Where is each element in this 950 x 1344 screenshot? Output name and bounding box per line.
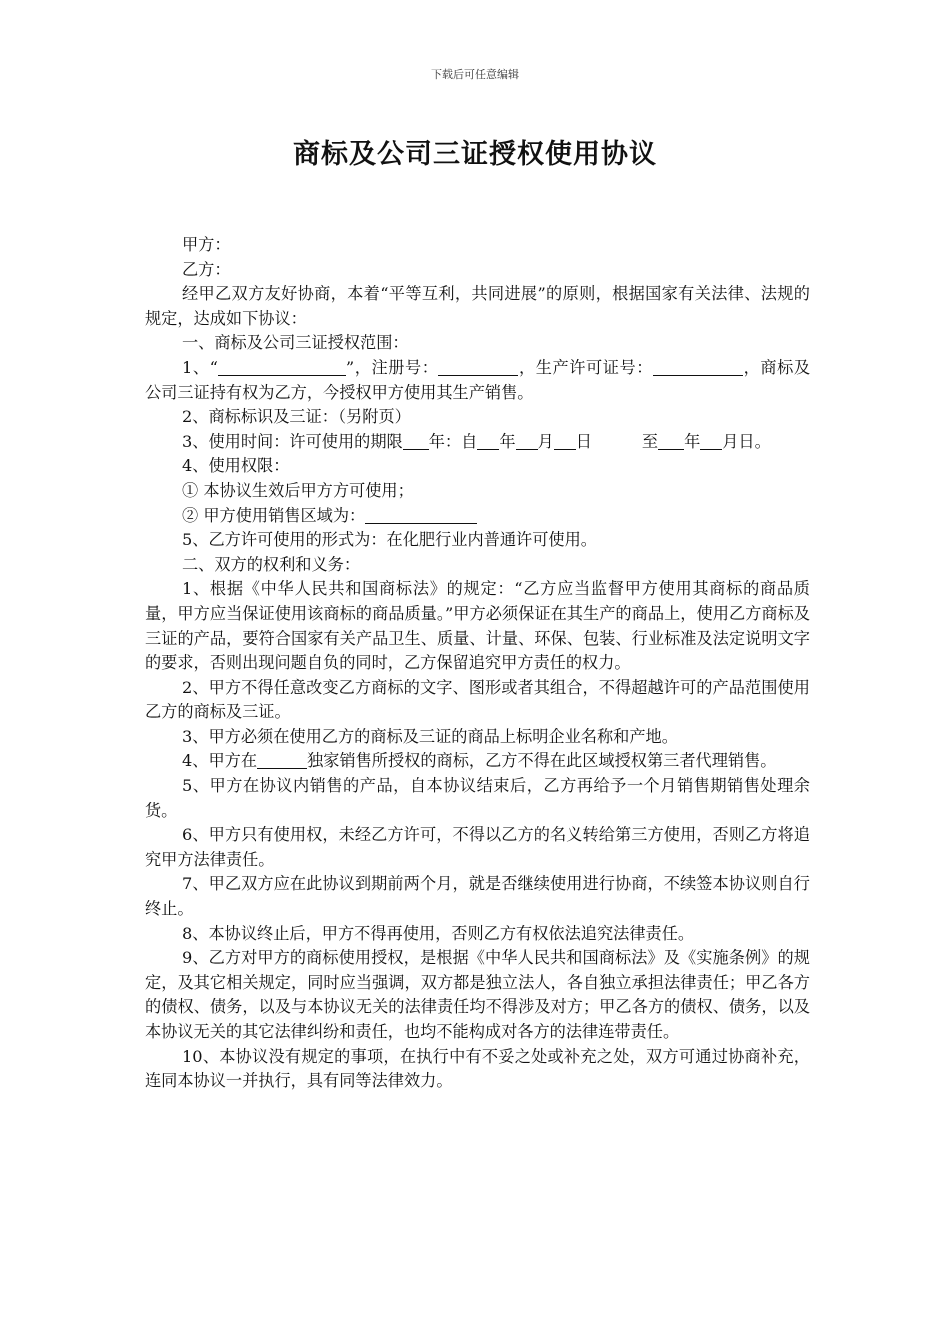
trademark-name-blank[interactable]	[218, 357, 346, 376]
sales-region-blank[interactable]	[365, 505, 477, 524]
document-body	[145, 233, 810, 1094]
section-2-item-2: 2、甲方不得任意改变乙方商标的文字、图形或者其组合，不得超越许可的产品范围使用乙方的商标及三证。	[145, 677, 810, 722]
party-a-line: 甲方：	[182, 235, 231, 254]
section-1-item-1	[145, 356, 810, 405]
text-fragment: 3、使用时间：许可使用的期限	[182, 431, 403, 451]
text-fragment: 至	[641, 431, 659, 451]
text-fragment: ，生产许可证号：	[518, 357, 654, 377]
section-1-heading: 一、商标及公司三证授权范围：	[182, 333, 409, 353]
text-fragment: ，商标及公司三证持有权为乙方，今授权甲方使用其生产销售。	[145, 357, 811, 402]
section-1-item-2: 2、商标标识及三证：（另附页）	[182, 407, 411, 427]
text-fragment: 独家销售所授权的商标，乙方不得在此区域授权第三者代理销售。	[307, 751, 777, 771]
text-fragment: 月日。	[722, 431, 771, 451]
section-2-item-4	[145, 749, 810, 774]
section-2-item-7: 7、甲乙双方应在此协议到期前两个月，就是否继续使用进行协商，不续签本协议则自行终止。	[145, 874, 810, 919]
section-1-item-5: 5、乙方许可使用的形式为：在化肥行业内普通许可使用。	[182, 530, 597, 550]
section-2-heading: 二、双方的权利和义务：	[182, 554, 361, 574]
section-2-item-10: 10、本协议没有规定的事项，在执行中有不妥之处或补充之处，双方可通过协商补充，连同本协议一并执行，具有同等法律效力。	[145, 1046, 810, 1091]
text-fragment: ”，注册号：	[345, 357, 439, 377]
end-month-blank[interactable]	[700, 431, 722, 450]
text-fragment: ② 甲方使用销售区域为：	[182, 505, 366, 525]
end-year-blank[interactable]	[658, 431, 684, 450]
start-day-blank[interactable]	[554, 431, 576, 450]
text-fragment: 月	[537, 431, 554, 451]
section-2-item-8: 8、本协议终止后，甲方不得再使用，否则乙方有权依法追究法律责任。	[182, 923, 695, 943]
text-fragment: 4、甲方在	[182, 751, 258, 771]
section-2-item-3: 3、甲方必须在使用乙方的商标及三证的商品上标明企业名称和产地。	[182, 726, 678, 746]
text-fragment: 1、“	[182, 357, 218, 377]
document-title: 商标及公司三证授权使用协议	[293, 139, 657, 170]
start-month-blank[interactable]	[516, 431, 538, 450]
registration-number-blank[interactable]	[438, 357, 518, 376]
section-2-item-9: 9、乙方对甲方的商标使用授权，是根据《中华人民共和国商标法》及《实施条例》的规定，及其它相关规定，同时应当强调，双方都是独立法人，各自独立承担法律责任；甲乙各方的债权、债务，以及与本协议无关的法律责任均不得涉及对方；甲乙各方的债权、债务，以及本协议无关的其它法律纠纷和责任，也均不能构成对各方的法律连带责任。	[145, 948, 810, 1041]
text-fragment: 年	[684, 431, 701, 451]
party-b-line: 乙方：	[182, 259, 231, 279]
section-1-item-4-1: ① 本协议生效后甲方方可使用；	[182, 480, 414, 500]
section-1-item-3	[145, 430, 810, 455]
term-years-blank[interactable]	[403, 431, 429, 450]
exclusive-region-blank[interactable]	[257, 750, 307, 769]
text-fragment: 日	[575, 431, 592, 451]
text-fragment: 年：自	[428, 431, 478, 451]
section-2-item-6: 6、甲方只有使用权，未经乙方许可，不得以乙方的名义转给第三方使用，否则乙方将追究甲方法律责任。	[145, 825, 810, 869]
section-1-item-4: 4、使用权限：	[182, 456, 290, 476]
text-fragment: 年	[499, 431, 516, 451]
header-note: 下载后可任意编辑	[431, 68, 519, 81]
section-2-item-1: 1、根据《中华人民共和国商标法》的规定：“乙方应当监督甲方使用其商标的商品质量，甲方应当保证使用该商标的商品质量。”甲方必须保证在其生产的商品上，使用乙方商标及三证的产品，要符合国家有关产品卫生、质量、计量、环保、包装、行业标准及法定说明文字的要求，否则出现问题自负的同时，乙方保留追究甲方责任的权力。	[145, 579, 810, 673]
section-2-item-5: 5、甲方在协议内销售的产品，自本协议结束后，乙方再给予一个月销售期销售处理余货。	[145, 776, 810, 820]
intro-paragraph: 经甲乙双方友好协商，本着“平等互利，共同进展”的原则，根据国家有关法律、法规的规定，达成如下协议：	[145, 284, 810, 328]
start-year-blank[interactable]	[477, 431, 499, 450]
section-1-item-4-2	[145, 504, 810, 529]
production-license-blank[interactable]	[653, 357, 743, 376]
